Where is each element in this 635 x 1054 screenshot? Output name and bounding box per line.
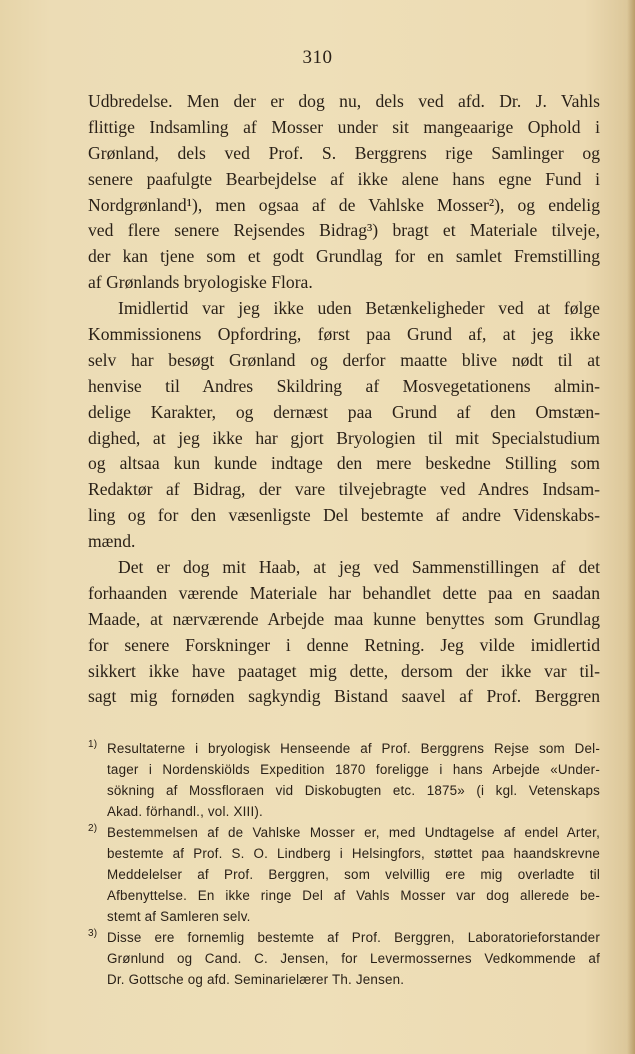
body-line: Nordgrønland¹), men ogsaa af de Vahlske Mosser²), og endelig: [88, 194, 600, 215]
body-line: og altsaa kun kunde indtage den mere beskedne Stilling som: [88, 453, 600, 474]
body-line: delige Karakter, og dernæst paa Grund af den Omstæn-: [88, 401, 600, 422]
footnote-text: Resultaterne i bryologisk Henseende af Prof. Berggrens Rejse som Del-: [107, 741, 600, 756]
footnote-line: Akad. förhandl., vol. XIII).: [107, 804, 263, 819]
footnote-line: [88, 927, 600, 948]
body-line: Kommissionens Opfordring, først paa Grund af, at jeg ikke: [88, 324, 600, 345]
body-line: sagt mig fornøden sagkyndig Bistand saavel af Prof. Berggren: [88, 686, 600, 707]
body-line: dighed, at jeg ikke har gjort Bryologien til mit Specialstudium: [88, 427, 600, 448]
footnote-line: bestemte af Prof. S. O. Lindberg i Helsingfors, støttet paa haandskrevne: [107, 846, 600, 861]
body-line: Redaktør af Bidrag, der vare tilvejebragte ved Andres Indsam-: [88, 479, 600, 500]
body-line: senere paafulgte Bearbejdelse af ikke alene hans egne Fund i: [88, 168, 600, 189]
body-line: Maade, at nærværende Arbejde maa kunne benyttes som Grundlag: [88, 608, 600, 629]
body-line: selv har besøgt Grønland og derfor maatte blive nødt til at: [88, 349, 600, 370]
body-line: forhaanden værende Materiale har behandlet dette paa en saadan: [88, 582, 600, 603]
body-line: Grønland, dels ved Prof. S. Berggrens rige Samlinger og: [88, 142, 600, 163]
footnote-line: sökning af Mossfloraen vid Diskobugten etc. 1875» (i kgl. Vetenskaps: [107, 783, 600, 798]
footnote-line: Meddelelser af Prof. Berggren, som velvillig ere mig overladte til: [107, 867, 600, 882]
footnote-line: tager i Nordenskiölds Expedition 1870 foreligge i hans Arbejde «Under-: [107, 762, 600, 777]
footnote: [88, 822, 600, 927]
footnote-line: [88, 738, 600, 759]
footnote-text: Disse ere fornemlig bestemte af Prof. Berggren, Laboratorieforstander: [107, 930, 600, 945]
footnote-line: stemt af Samleren selv.: [107, 909, 251, 924]
body-line: Udbredelse. Men der er dog nu, dels ved afd. Dr. J. Vahls: [88, 91, 600, 111]
body-line: af Grønlands bryologiske Flora.: [88, 272, 313, 293]
body-line: Imidlertid var jeg ikke uden Betænkeligheder ved at følge: [118, 298, 600, 319]
footnotes: [88, 738, 600, 990]
body-line: der kan tjene som et godt Grundlag for en samlet Fremstilling: [88, 246, 600, 267]
body-line: henvise til Andres Skildring af Mosvegetationens almin-: [88, 375, 600, 396]
body-line: Det er dog mit Haab, at jeg ved Sammenstillingen af det: [118, 557, 600, 578]
page-edge-shadow: [627, 0, 635, 1054]
body-line: sikkert ikke have paataget mig dette, dersom der ikke var til-: [88, 660, 600, 681]
footnote: [88, 927, 600, 990]
footnote-marker: 2): [88, 823, 98, 834]
body-text: [88, 89, 600, 710]
footnote-line: Dr. Gottsche og afd. Seminarielærer Th. Jensen.: [107, 972, 405, 987]
footnote-marker: 1): [88, 739, 98, 750]
footnote-text: Bestemmelsen af de Vahlske Mosser er, med Undtagelse af endel Arter,: [107, 825, 600, 840]
footnote-marker: 3): [88, 928, 98, 939]
footnote-line: [88, 822, 600, 843]
footnote-line: Grønlund og Cand. C. Jensen, for Levermossernes Vedkommende af: [107, 951, 600, 966]
body-line: mænd.: [88, 531, 136, 552]
body-line: for senere Forskninger i denne Retning. Jeg vilde imidlertid: [88, 634, 600, 655]
body-line: ved flere senere Rejsendes Bidrag³) bragt et Materiale tilveje,: [88, 220, 600, 241]
page-number: 310: [302, 47, 333, 68]
body-line: flittige Indsamling af Mosser under sit mangeaarige Ophold i: [88, 116, 600, 137]
footnote: [88, 738, 600, 822]
footnote-line: Afbenyttelse. En ikke ringe Del af Vahls Mosser var dog allerede be-: [107, 888, 600, 903]
body-line: ling og for den væsenligste Del bestemte af andre Videnskabs-: [88, 505, 600, 526]
